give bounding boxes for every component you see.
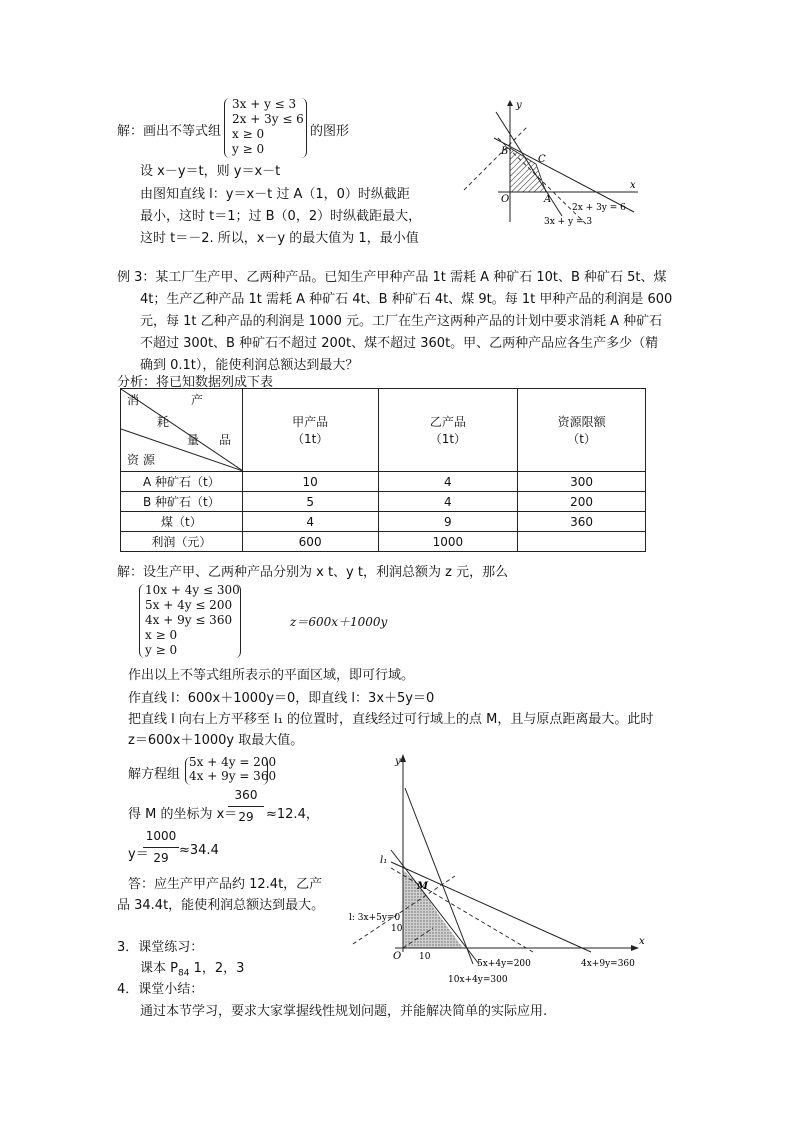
table-row [121, 532, 646, 552]
corner-mid-2: 量 [187, 433, 200, 447]
header-name: 甲产品 [292, 415, 329, 429]
example-3-line-2: 4t；生产乙种产品 1t 需耗 A 种矿石 4t、B 种矿石 4t、煤 9t。每 1t 甲种产品的利润是 600 [140, 292, 673, 307]
ineq-3: x ≥ 0 [232, 127, 265, 141]
header-name: 资源限额 [557, 415, 606, 429]
figure-1 [458, 98, 648, 230]
sol-line-4: z＝600x＋1000y 取最大值。 [128, 733, 304, 748]
header-unit: （1t） [429, 432, 467, 446]
fig2-x-label: x [639, 936, 645, 947]
fig1-line-label-1: 2x + 3y = 6 [572, 203, 626, 213]
header-unit: （1t） [291, 432, 329, 446]
table-cell: 300 [518, 472, 646, 492]
example-3-line-3: 元，每 1t 乙种产品的利润是 1000 元。工厂在生产这两种产品的计划中要求消耗 A 种矿石 [140, 314, 663, 329]
eq-1: 5x + 4y = 200 [189, 755, 277, 769]
solve-system-lead: 解方程组 [128, 767, 181, 782]
table-row [121, 512, 646, 532]
section-3-line [140, 957, 244, 979]
resource-table [120, 388, 646, 552]
corner-top-right: 产 [191, 393, 204, 407]
table-cell: 200 [518, 492, 646, 512]
analysis-line: 分析：将已知数据列成下表 [117, 375, 274, 390]
solution-lead: 解：画出不等式组 [117, 124, 222, 139]
x-fraction-bar [228, 806, 264, 807]
fig1-line-label-2: 3x + y = 3 [544, 217, 593, 227]
table-cell: 600 [242, 532, 378, 552]
answer-line-1: 答：应生产甲产品约 12.4t，乙产 [128, 877, 323, 892]
table-cell [518, 532, 646, 552]
eq-2: 4x + 9y = 360 [189, 769, 277, 783]
x-numerator: 360 [234, 788, 258, 802]
table-corner-cell [121, 389, 243, 472]
sol-ineq-4: x ≥ 0 [145, 628, 178, 642]
textbook-prefix: 课本 P [140, 961, 178, 976]
point-b-label: B [501, 146, 509, 157]
textbook-page: 84 [177, 968, 190, 979]
fig1-y-label: y [516, 100, 522, 111]
section-4-title: 4．课堂小结： [117, 982, 204, 997]
table-row [121, 492, 646, 512]
sol-ineq-2: 5x + 4y ≤ 200 [145, 598, 233, 612]
table-cell: 1000 [378, 532, 518, 552]
y-lead: y＝ [128, 847, 149, 862]
y-axis-arrow-icon [507, 100, 513, 106]
corner-bottom-left: 资 源 [127, 453, 155, 467]
header-unit: （t） [567, 432, 596, 446]
eq-brace-right [262, 757, 268, 785]
table-cell: 4 [242, 512, 378, 532]
x-approx: ≈12.4， [266, 807, 319, 822]
sol-ineq-1: 10x + 4y ≤ 300 [145, 583, 240, 597]
label-5x-4y-200: 5x+4y=200 [477, 959, 531, 969]
l1-label: l₁ [380, 855, 388, 866]
fig1-x-label: x [630, 180, 636, 191]
section-3-title: 3．课堂练习： [117, 940, 204, 955]
label-10x-4y-300: 10x+4y=300 [448, 975, 508, 985]
fig1-origin: O [501, 194, 510, 205]
y-tick-10: 10 [391, 924, 403, 934]
example-3-line-1: 例 3：某工厂生产甲、乙两种产品。已知生产甲种产品 1t 需耗 A 种矿石 10t、B 种矿石 5t、煤 [117, 270, 667, 285]
row-label: B 种矿石（t） [121, 492, 243, 512]
y-axis-arrow-icon [400, 754, 406, 762]
header-product-a [242, 389, 378, 472]
solution-tail: 的图形 [310, 124, 350, 139]
sol-line-3: 把直线 l 向右上方平移至 l₁ 的位置时，直线经过可行域上的点 M，且与原点距离最大。此时 [128, 712, 654, 727]
x-axis-arrow-icon [631, 945, 639, 951]
solution-line-5: 这时 t＝－2. 所以，x－y 的最大值为 1，最小值 [140, 231, 419, 246]
objective-function: z＝600x＋1000y [290, 615, 388, 629]
table-row [121, 472, 646, 492]
sol-intro: 解：设生产甲、乙两种产品分别为 x t、y t，利润总额为 z 元，那么 [117, 565, 509, 580]
y-fraction-bar [143, 847, 179, 848]
corner-mid-3: 品 [219, 433, 232, 447]
row-label: 煤（t） [121, 512, 243, 532]
corner-mid-1: 耗 [157, 415, 170, 429]
ineq-4: y ≥ 0 [232, 142, 265, 156]
y-numerator: 1000 [145, 829, 177, 843]
line-l-label: l: 3x+5y=0 [349, 913, 401, 923]
sol-line-2: 作直线 l：600x＋1000y＝0，即直线 l：3x＋5y＝0 [128, 691, 435, 706]
label-4x-9y-360: 4x+9y=360 [581, 959, 635, 969]
solution-line-4: 最小，这时 t＝1；过 B（0，2）时纵截距最大， [140, 209, 422, 224]
sol-system-brace-right [234, 584, 241, 658]
section-4-line: 通过本节学习，要求大家掌握线性规划问题，并能解决简单的实际应用. [140, 1004, 548, 1019]
example-3-line-4: 不超过 300t、B 种矿石不超过 200t、煤不超过 360t。甲、乙两种产品应各生产多少（精 [140, 336, 659, 351]
y-approx: ≈34.4 [179, 843, 219, 858]
feasible-region [403, 870, 463, 948]
fig2-y-label: y [395, 756, 401, 767]
ineq-1: 3x + y ≤ 3 [232, 97, 297, 111]
example-3-line-5: 确到 0.1t），能使利润总额达到最大？ [140, 358, 359, 373]
point-c-label: C [538, 154, 546, 165]
sol-ineq-5: y ≥ 0 [145, 643, 178, 657]
sol-line-1: 作出以上不等式组所表示的平面区域，即可行域。 [128, 668, 415, 683]
exercise-numbers: 1，2，3 [189, 961, 245, 976]
solution-line-3: 由图知直线 l：y＝x－t 过 A（1，0）时纵截距 [140, 187, 410, 202]
x-tick-10: 10 [419, 952, 431, 962]
answer-line-2: 品 34.4t，能使利润总额达到最大。 [117, 898, 325, 913]
point-a-label: A [544, 194, 552, 205]
table-cell: 4 [378, 492, 518, 512]
table-cell: 9 [378, 512, 518, 532]
table-cell: 5 [242, 492, 378, 512]
solution-line-2: 设 x－y＝t，则 y＝x－t [140, 164, 281, 179]
system-brace [224, 98, 231, 158]
y-denominator: 29 [153, 851, 169, 865]
header-name: 乙产品 [429, 415, 466, 429]
row-label: A 种矿石（t） [121, 472, 243, 492]
header-limit [518, 389, 646, 472]
system-brace-right [300, 98, 307, 158]
table-cell: 4 [378, 472, 518, 492]
table-cell: 10 [242, 472, 378, 492]
point-m-label: M [417, 881, 429, 892]
m-coordinate-intro: 得 M 的坐标为 x＝ [128, 807, 238, 822]
table-cell: 360 [518, 512, 646, 532]
x-denominator: 29 [238, 810, 254, 824]
header-product-b [378, 389, 518, 472]
sol-ineq-3: 4x + 9y ≤ 360 [145, 613, 233, 627]
row-label: 利润（元） [121, 532, 243, 552]
ineq-2: 2x + 3y ≤ 6 [232, 112, 304, 126]
figure-2 [345, 752, 650, 990]
corner-top-left: 消 [127, 393, 140, 407]
fig2-origin: O [393, 951, 402, 962]
